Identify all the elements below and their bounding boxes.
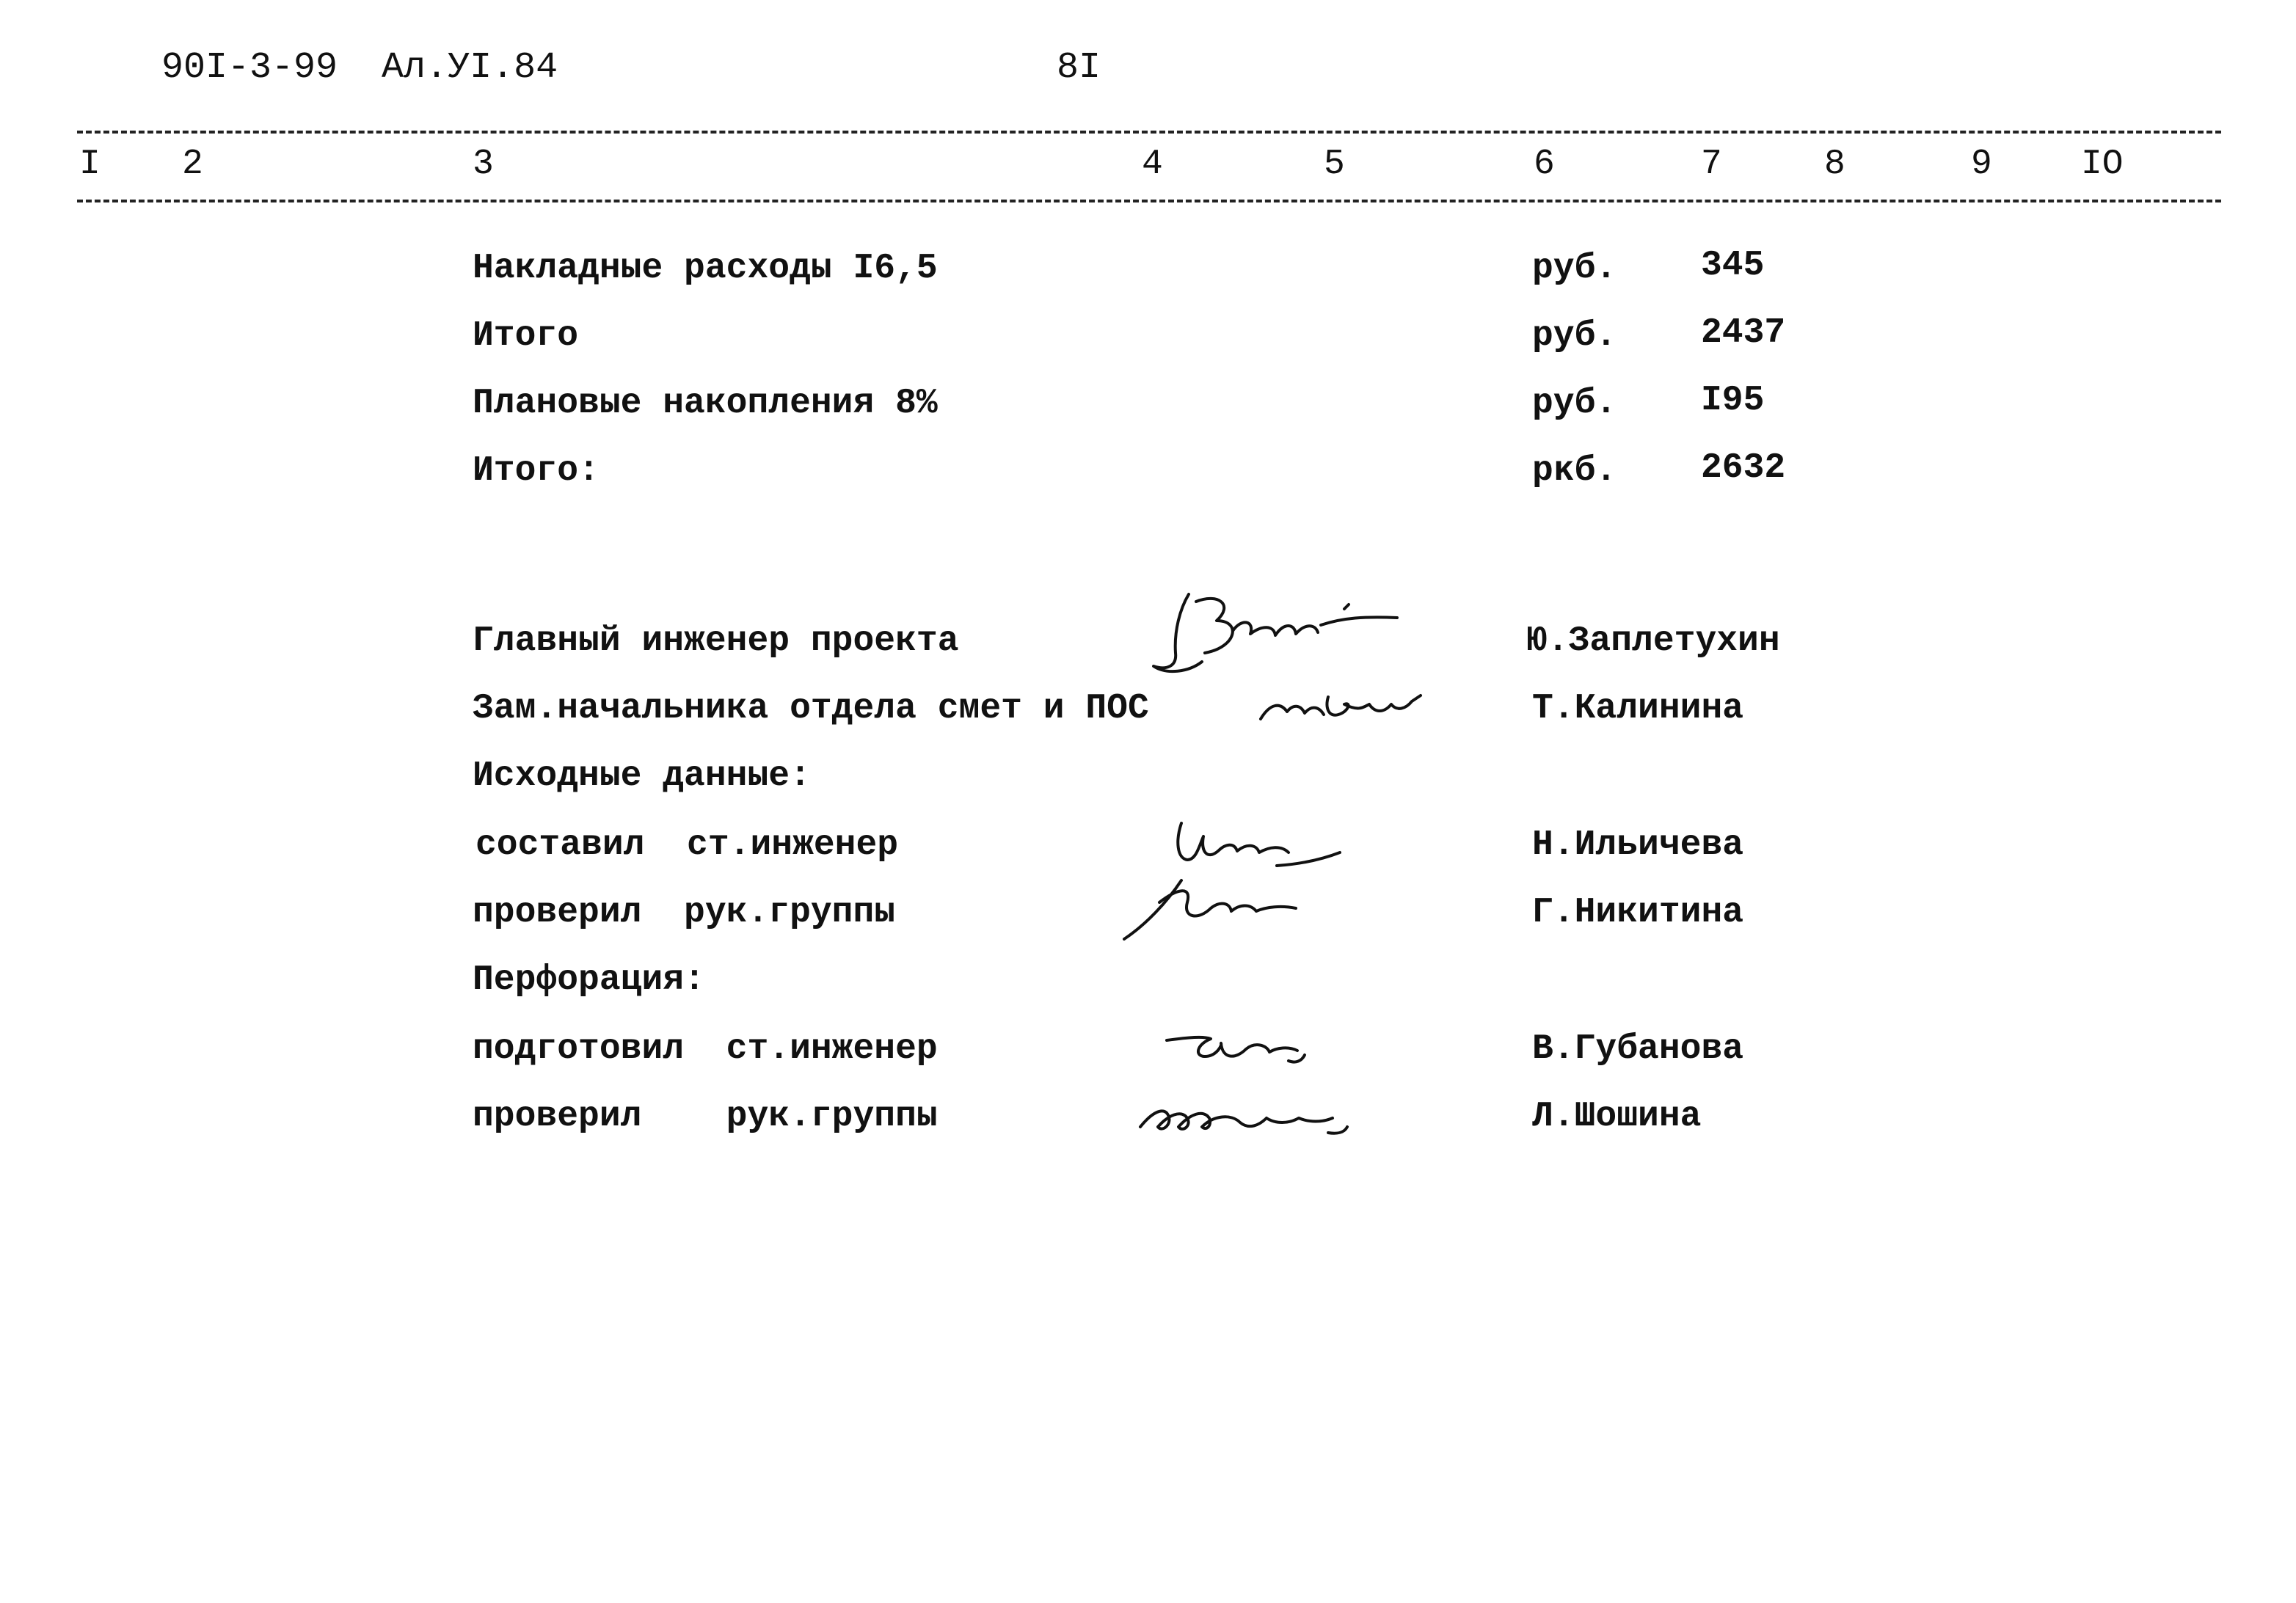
column-number-10: IO <box>2081 145 2124 184</box>
column-number-2: 2 <box>182 145 203 184</box>
column-number-3: 3 <box>473 145 494 184</box>
cost-row-label: Плановые накопления 8% <box>473 384 938 423</box>
cost-row-label: Накладные расходы I6,5 <box>473 249 938 288</box>
cost-row-value: 2632 <box>1701 448 1786 488</box>
table-header-bottom-rule <box>77 200 2221 202</box>
column-number-4: 4 <box>1142 145 1163 184</box>
signatory-role: проверил рук.группы <box>473 1097 938 1136</box>
cost-row-value: I95 <box>1701 381 1765 420</box>
cost-row-label: Итого <box>473 316 579 356</box>
document-code: 90I-3-99 Ал.УI.84 <box>161 47 558 89</box>
column-number-5: 5 <box>1324 145 1345 184</box>
page-number: 8I <box>1057 47 1101 89</box>
signatory-role: проверил рук.группы <box>473 893 896 932</box>
signatory-name: Н.Ильичева <box>1532 825 1744 865</box>
table-header-top-rule <box>77 131 2221 134</box>
handwritten-signature <box>1255 682 1431 734</box>
cost-row-unit: руб. <box>1532 316 1617 356</box>
handwritten-signature <box>1115 873 1306 946</box>
cost-row-unit: руб. <box>1532 384 1617 423</box>
cost-row-value: 345 <box>1701 246 1765 285</box>
handwritten-signature <box>1167 814 1357 873</box>
signatory-name: Л.Шошина <box>1532 1097 1702 1136</box>
column-number-9: 9 <box>1971 145 1992 184</box>
cost-row-label: Итого: <box>473 451 599 491</box>
cost-row-unit: рκб. <box>1532 451 1617 491</box>
column-number-7: 7 <box>1701 145 1722 184</box>
column-number-1: I <box>79 145 101 184</box>
signatory-role: Зам.начальника отдела смет и ПОС <box>473 689 1149 729</box>
section-heading: Исходные данные: <box>473 756 811 796</box>
signatory-name: Т.Калинина <box>1532 689 1744 729</box>
column-number-8: 8 <box>1824 145 1845 184</box>
signatory-role: составил ст.инженер <box>475 825 899 865</box>
signatory-name: Г.Никитина <box>1532 893 1744 932</box>
signatory-name: Ю.Заплетухин <box>1526 621 1780 661</box>
section-heading: Перфорация: <box>473 960 705 1000</box>
signatory-role: подготовил ст.инженер <box>473 1029 938 1069</box>
column-number-6: 6 <box>1534 145 1555 184</box>
cost-row-value: 2437 <box>1701 313 1786 353</box>
signatory-name: В.Губанова <box>1532 1029 1744 1069</box>
cost-row-unit: руб. <box>1532 249 1617 288</box>
handwritten-signature <box>1159 1027 1321 1078</box>
signatory-role: Главный инженер проекта <box>473 621 959 661</box>
handwritten-signature <box>1145 580 1409 682</box>
handwritten-signature <box>1130 1093 1380 1152</box>
